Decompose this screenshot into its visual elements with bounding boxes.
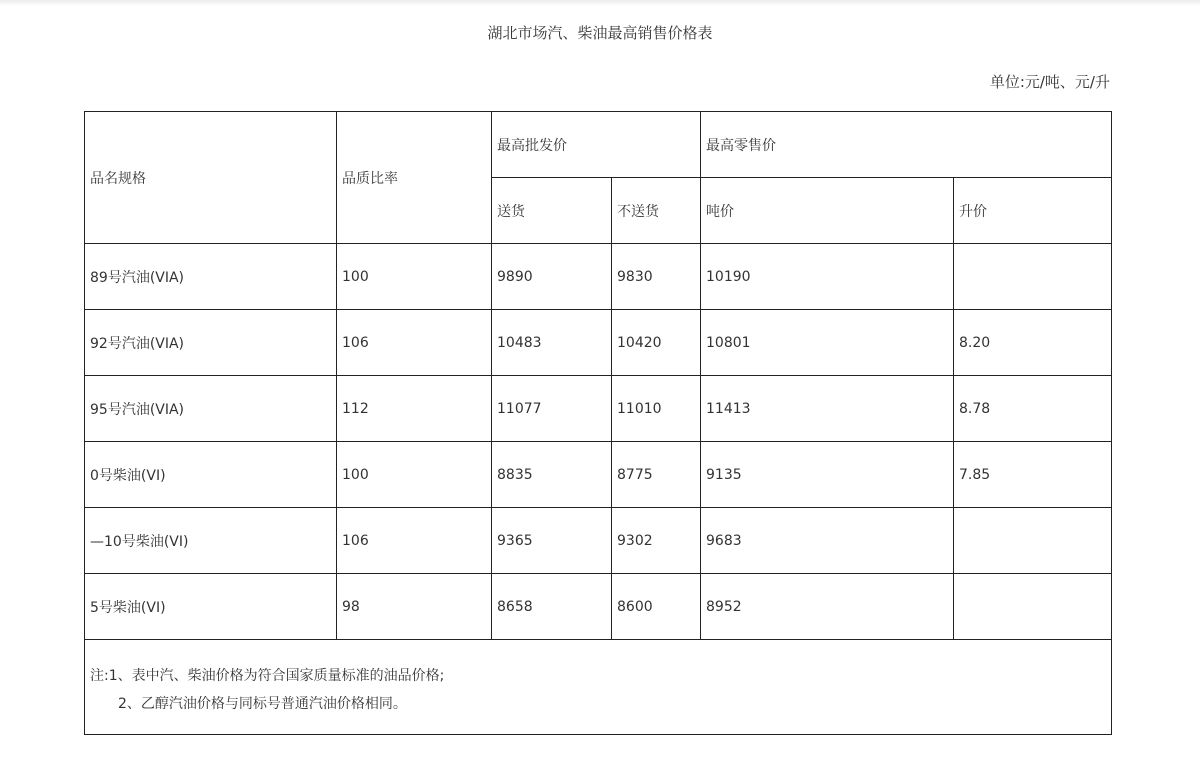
- cell-product: —10号柴油(VI): [85, 508, 337, 574]
- cell-per-ton: 11413: [701, 376, 954, 442]
- cell-product: 92号汽油(VIA): [85, 310, 337, 376]
- header-row-1: [85, 112, 1112, 178]
- cell-product: 95号汽油(VIA): [85, 376, 337, 442]
- cell-ratio: 106: [337, 310, 492, 376]
- cell-ratio: 100: [337, 442, 492, 508]
- cell-ratio: 98: [337, 574, 492, 640]
- price-table: [84, 111, 1112, 735]
- cell-per-ton: 9683: [701, 508, 954, 574]
- header-no-delivery: 不送货: [612, 178, 701, 244]
- notes-cell: [85, 640, 1112, 735]
- table-row: [85, 442, 1112, 508]
- cell-no-delivery: 8600: [612, 574, 701, 640]
- note-line-1: 注:1、表中汽、柴油价格为符合国家质量标准的油品价格;: [90, 668, 445, 684]
- cell-delivery: 8835: [492, 442, 612, 508]
- cell-delivery: 10483: [492, 310, 612, 376]
- cell-no-delivery: 11010: [612, 376, 701, 442]
- cell-no-delivery: 9302: [612, 508, 701, 574]
- unit-label: 单位:元/吨、元/升: [989, 73, 1110, 91]
- top-shadow: [0, 0, 1200, 6]
- header-per-ton: 吨价: [701, 178, 954, 244]
- table-row: [85, 244, 1112, 310]
- cell-ratio: 106: [337, 508, 492, 574]
- cell-delivery: 8658: [492, 574, 612, 640]
- cell-no-delivery: 8775: [612, 442, 701, 508]
- cell-product: 89号汽油(VIA): [85, 244, 337, 310]
- header-quality-ratio: 品质比率: [337, 112, 492, 244]
- cell-delivery: 9890: [492, 244, 612, 310]
- table-row: [85, 310, 1112, 376]
- cell-per-ton: 10801: [701, 310, 954, 376]
- cell-per-liter: [954, 574, 1112, 640]
- cell-per-ton: 10190: [701, 244, 954, 310]
- cell-per-liter: [954, 508, 1112, 574]
- header-product: 品名规格: [85, 112, 337, 244]
- cell-ratio: 112: [337, 376, 492, 442]
- header-retail: 最高零售价: [701, 112, 1112, 178]
- cell-per-ton: 9135: [701, 442, 954, 508]
- header-delivery: 送货: [492, 178, 612, 244]
- cell-per-liter: [954, 244, 1112, 310]
- cell-delivery: 11077: [492, 376, 612, 442]
- table-row: [85, 376, 1112, 442]
- cell-no-delivery: 10420: [612, 310, 701, 376]
- page-title: 湖北市场汽、柴油最高销售价格表: [487, 24, 713, 42]
- table-row: [85, 508, 1112, 574]
- cell-per-ton: 8952: [701, 574, 954, 640]
- header-per-liter: 升价: [954, 178, 1112, 244]
- cell-no-delivery: 9830: [612, 244, 701, 310]
- cell-product: 5号柴油(VI): [85, 574, 337, 640]
- notes-row: [85, 640, 1112, 735]
- cell-per-liter: 8.20: [954, 310, 1112, 376]
- table-row: [85, 574, 1112, 640]
- cell-ratio: 100: [337, 244, 492, 310]
- cell-delivery: 9365: [492, 508, 612, 574]
- note-line-2: 2、乙醇汽油价格与同标号普通汽油价格相同。: [118, 696, 407, 712]
- cell-per-liter: 7.85: [954, 442, 1112, 508]
- cell-per-liter: 8.78: [954, 376, 1112, 442]
- header-wholesale: 最高批发价: [492, 112, 701, 178]
- cell-product: 0号柴油(VI): [85, 442, 337, 508]
